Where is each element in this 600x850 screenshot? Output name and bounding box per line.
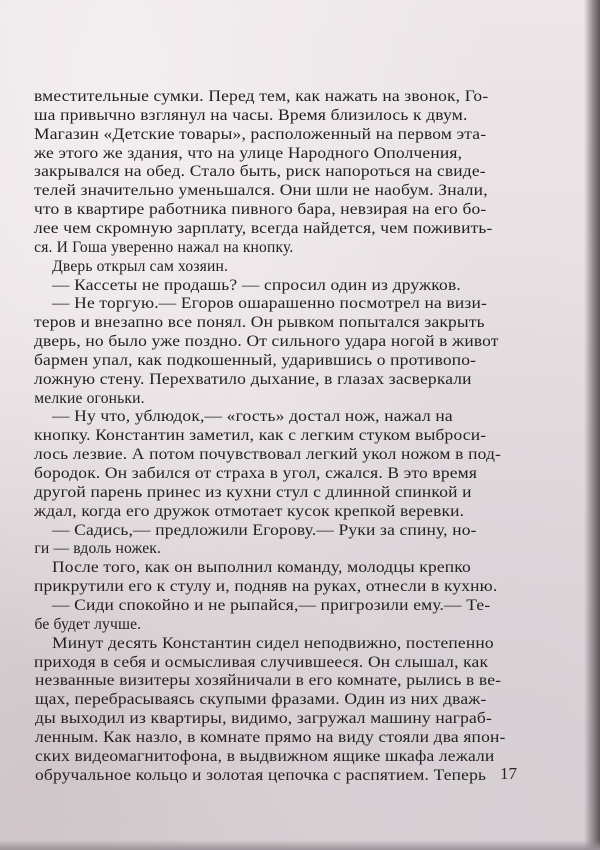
text-line: — Сиди спокойно и не рыпайся,— пригрозили ему.— Те- <box>52 596 491 614</box>
text-line: другой парень принес из кухни стул с длинной спинкой и <box>34 483 473 501</box>
text-line: ды выходил из квартиры, видимо, загружал машину награб- <box>34 710 492 728</box>
text-line: закрывался на обед. Стало быть, риск напороться на свиде- <box>34 163 486 181</box>
text-line: ждал, когда его дружок отмотает кусок крепкой веревки. <box>34 502 465 520</box>
text-line: После того, как он выполнил команду, молодцы крепко <box>52 559 472 577</box>
text-line: бе будет лучше. <box>34 615 142 633</box>
text-line: прикрутили его к стулу и, подняв на руках, отнесли в кухню. <box>34 578 498 596</box>
page-bottom-shadow <box>0 840 600 850</box>
text-line: Магазин «Детские товары», расположенный на первом эта- <box>34 125 487 143</box>
text-line: ложную стену. Перехватило дыхание, в глазах засверкали <box>34 370 472 388</box>
text-line: — Садись,— предложили Егорову.— Руки за спину, но- <box>52 521 477 539</box>
text-line: Минут десять Константин сидел неподвижно, постепенно <box>52 634 495 652</box>
text-line: — Ну что, ублюдок,— «гость» достал нож, нажал на <box>52 408 454 426</box>
page-edge-shadow <box>584 0 600 850</box>
text-line: — Не торгую.— Егоров ошарашенно посмотрел на визи- <box>52 295 488 313</box>
page-number: 17 <box>500 764 517 783</box>
text-line: обручальное кольцо и золотая цепочка с распятием. Теперь <box>34 766 486 784</box>
text-line: телей значительно уменьшался. Они шли не наобум. Знали, <box>34 182 488 200</box>
text-line: ся. И Гоша уверенно нажал на кнопку. <box>34 238 294 256</box>
text-line: бородок. Он забился от страха в угол, сжался. В это время <box>34 465 478 482</box>
text-line: же этого же здания, что на улице Народного Ополчения, <box>34 144 463 162</box>
text-line: теров и внезапно все понял. Он рывком попытался закрыть <box>34 314 485 332</box>
text-line: ских видеомагнитофона, в выдвижном ящике шкафа лежали <box>34 747 495 765</box>
text-line: ленным. Как назло, в комнате прямо на виду стояли два япон- <box>34 728 506 746</box>
text-line: Дверь открыл сам хозяин. <box>52 257 229 275</box>
text-line: ша привычно взглянул на часы. Время близилось к двум. <box>34 106 468 124</box>
text-line: кнопку. Константин заметил, как с легким стуком выброси- <box>34 427 487 445</box>
text-line: мелкие огоньки. <box>34 389 145 407</box>
text-line: приходя в себя и осмысливая случившееся. Он слышал, как <box>34 653 489 671</box>
text-line: что в квартире работника пивного бара, невзирая на его бо- <box>34 201 487 219</box>
text-line: вместительные сумки. Перед тем, как нажать на звонок, Го- <box>34 88 489 105</box>
text-line: незванные визитеры хозяйничали в его комнате, рылись в ве- <box>34 672 501 690</box>
text-line: дверь, но было уже поздно. От сильного удара ногой в живот <box>34 333 499 351</box>
text-line: щах, перебрасываясь скупыми фразами. Один из них дваж- <box>34 691 486 709</box>
text-line: лее чем скромную зарплату, всегда найдется, чем поживить- <box>34 219 493 237</box>
text-line: ги — вдоль ножек. <box>34 540 162 558</box>
text-line: бармен упал, как подкошенный, ударившись о противопо- <box>34 351 477 369</box>
text-line: — Кассеты не продашь? — спросил один из дружков. <box>52 276 462 294</box>
text-line: лось лезвие. А потом почувствовал легкий укол ножом в под- <box>34 446 502 464</box>
